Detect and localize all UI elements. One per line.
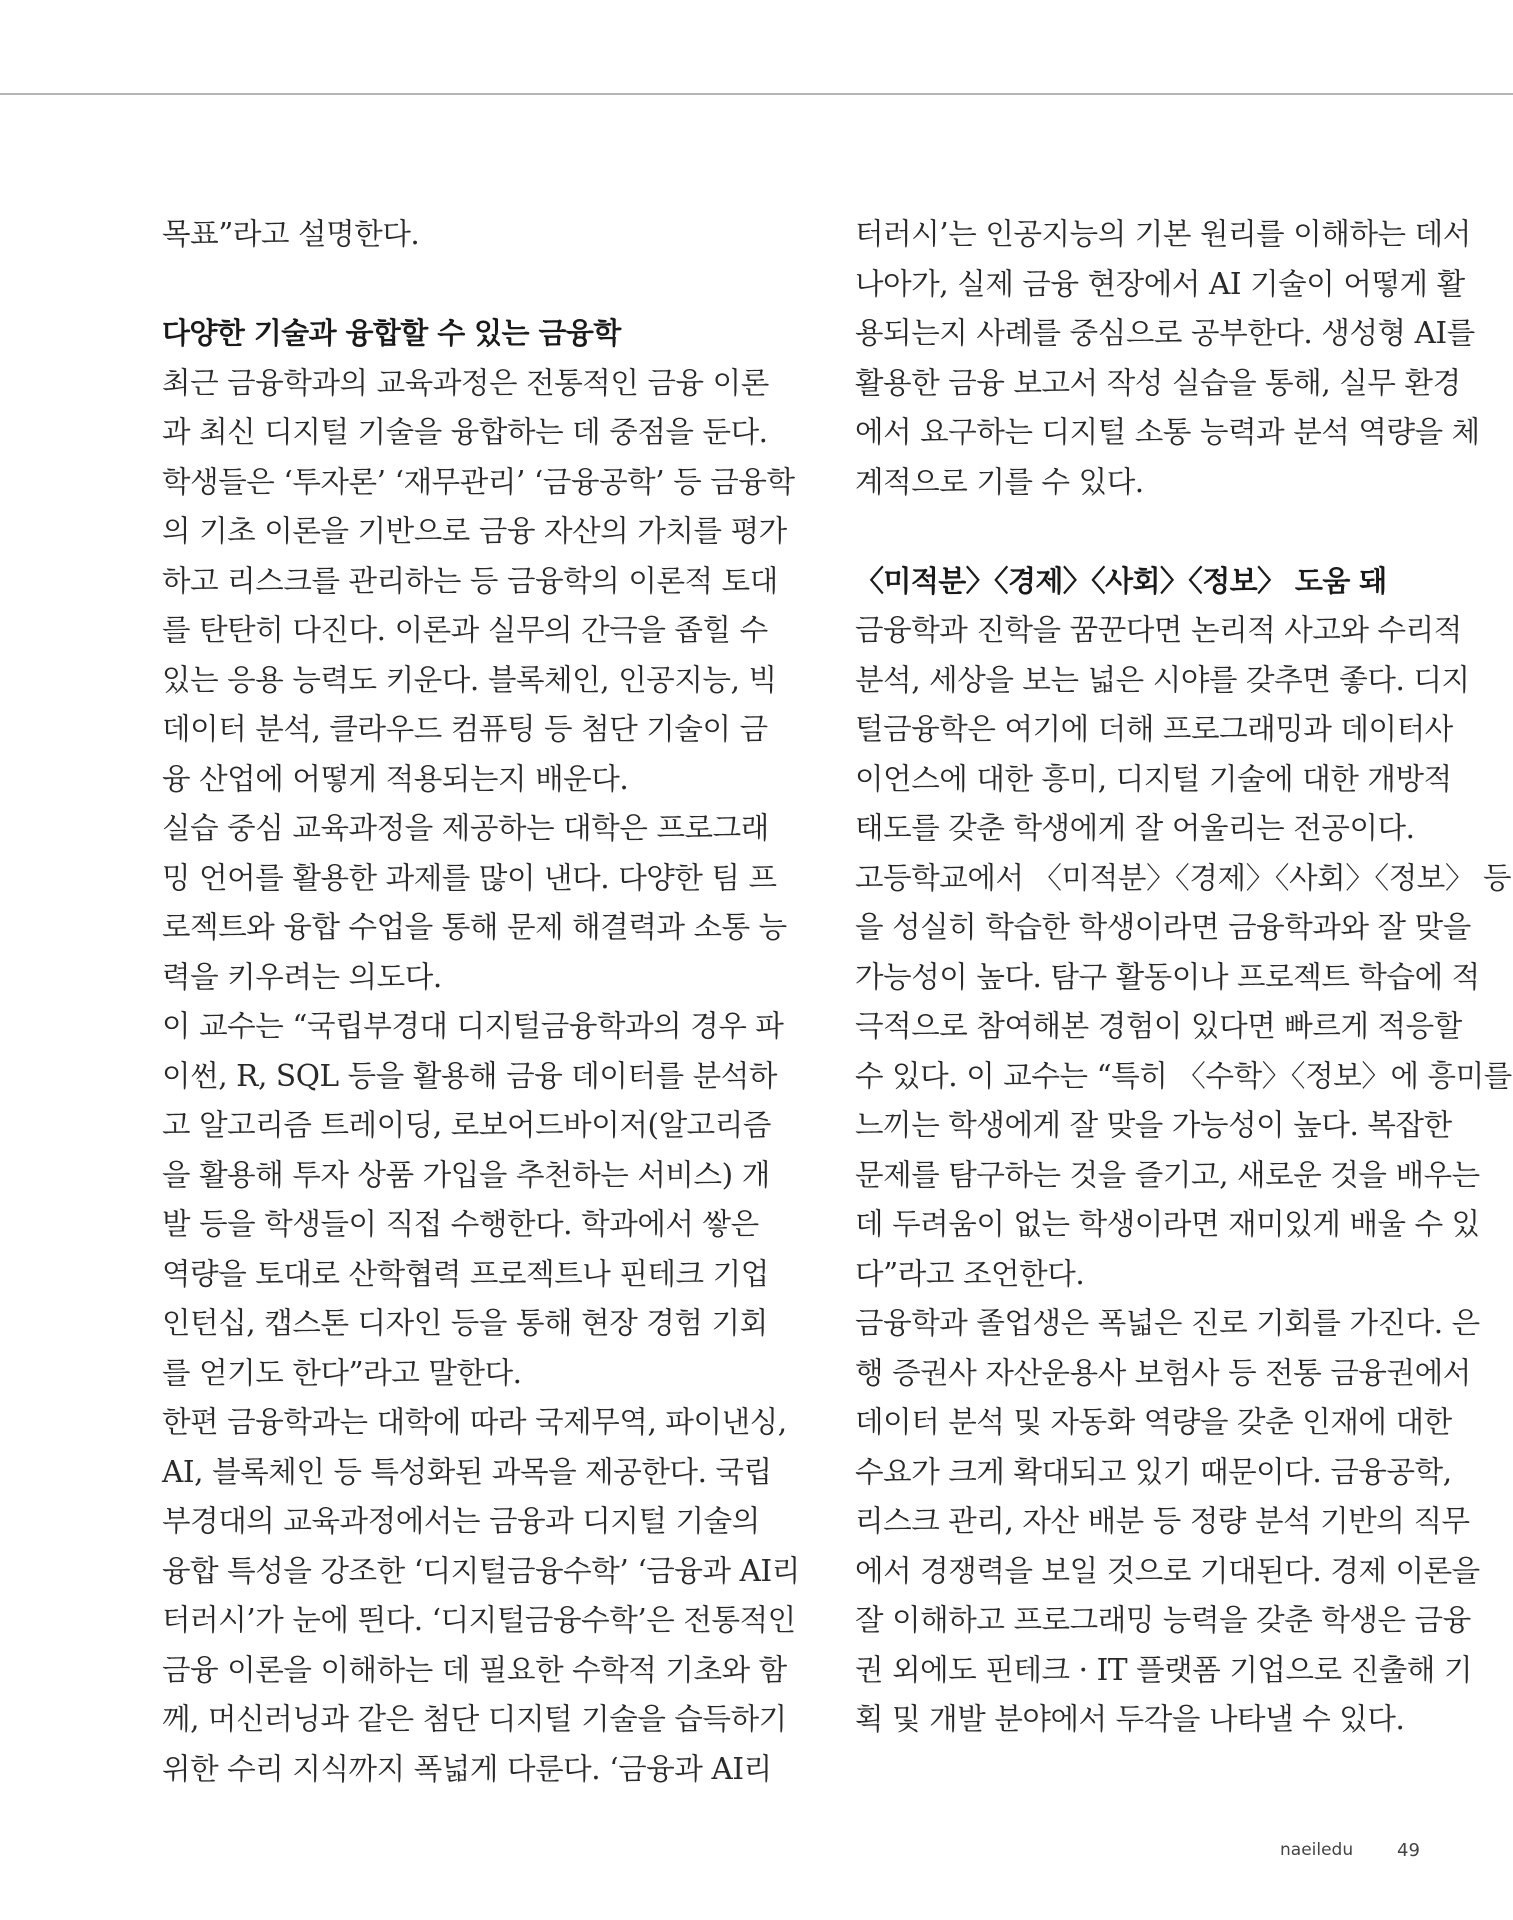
paragraph-line: 있는 응용 능력도 키운다. 블록체인, 인공지능, 빅 <box>162 662 777 697</box>
paragraph-line: 를 탄탄히 다진다. 이론과 실무의 간극을 좁힐 수 <box>162 613 768 647</box>
paragraph-line: 를 얻기도 한다”라고 말한다. <box>162 1355 522 1390</box>
paragraph-line: 력을 키우려는 의도다. <box>162 959 442 994</box>
paragraph-line: 다”라고 조언한다. <box>855 1256 1085 1291</box>
paragraph-line: 융 산업에 어떻게 적용되는지 배운다. <box>162 761 629 796</box>
paragraph-line: 역량을 토대로 산학협력 프로젝트나 핀테크 기업 <box>162 1256 769 1291</box>
paragraph-line: AI, 블록체인 등 특성화된 과목을 제공한다. 국립 <box>162 1454 772 1489</box>
paragraph-line: 잘 이해하고 프로그래밍 능력을 갖춘 학생은 금융 <box>855 1603 1471 1637</box>
paragraph-line: 금융학과 졸업생은 폭넓은 진로 기회를 가진다. 은 <box>855 1306 1480 1340</box>
paragraph-line: 행 증권사 자산운용사 보험사 등 전통 금융권에서 <box>855 1355 1471 1390</box>
paragraph-line: 권 외에도 핀테크 · IT 플랫폼 기업으로 진출해 기 <box>855 1652 1473 1687</box>
paragraph-line: 이언스에 대한 흥미, 디지털 기술에 대한 개방적 <box>855 761 1452 796</box>
header-rule <box>0 93 1513 95</box>
right-column <box>855 210 1512 1745</box>
paragraph-line: 데이터 분석 및 자동화 역량을 갖춘 인재에 대한 <box>855 1405 1452 1439</box>
paragraph-line: 태도를 갖춘 학생에게 잘 어울리는 전공이다. <box>855 811 1415 845</box>
paragraph-line: 에서 요구하는 디지털 소통 능력과 분석 역량을 체 <box>855 415 1480 449</box>
paragraph-line: 용되는지 사례를 중심으로 공부한다. 생성형 AI를 <box>855 316 1475 350</box>
paragraph-line: 수 있다. 이 교수는 “특히 〈수학〉〈정보〉에 흥미를 <box>855 1058 1512 1093</box>
paragraph-line: 께, 머신러닝과 같은 첨단 디지털 기술을 습득하기 <box>162 1702 787 1736</box>
paragraph-line: 하고 리스크를 관리하는 등 금융학의 이론적 토대 <box>162 563 778 598</box>
paragraph-line: 부경대의 교육과정에서는 금융과 디지털 기술의 <box>162 1504 760 1538</box>
paragraph-line: 털금융학은 여기에 더해 프로그래밍과 데이터사 <box>855 712 1453 746</box>
paragraph-line: 고 알고리즘 트레이딩, 로보어드바이저(알고리즘 <box>162 1108 771 1142</box>
page-number: 49 <box>1397 1840 1420 1861</box>
paragraph-line: 분석, 세상을 보는 넓은 시야를 갖추면 좋다. 디지 <box>855 662 1470 697</box>
paragraph-line: 금융학과 진학을 꿈꾼다면 논리적 사고와 수리적 <box>855 613 1462 647</box>
continuation-body <box>855 210 1480 507</box>
section-gap <box>855 507 1423 557</box>
paragraph-line: 금융 이론을 이해하는 데 필요한 수학적 기초와 함 <box>162 1652 787 1687</box>
paragraph-line: 데이터 분석, 클라우드 컴퓨팅 등 첨단 기술이 금 <box>162 712 768 746</box>
paragraph-line: 극적으로 참여해본 경험이 있다면 빠르게 적응할 <box>855 1009 1462 1043</box>
paragraph-line: 데 두려움이 없는 학생이라면 재미있게 배울 수 있 <box>855 1207 1480 1241</box>
paragraph-line: 고등학교에서 〈미적분〉〈경제〉〈사회〉〈정보〉 등 <box>855 860 1512 895</box>
left-column <box>162 210 800 1794</box>
paragraph-line: 느끼는 학생에게 잘 맞을 가능성이 높다. 복잡한 <box>855 1108 1452 1142</box>
paragraph-line: 에서 경쟁력을 보일 것으로 기대된다. 경제 이론을 <box>855 1553 1480 1588</box>
section-heading: 〈미적분〉〈경제〉〈사회〉〈정보〉 도움 돼 <box>855 563 1387 598</box>
paragraph-line: 활용한 금융 보고서 작성 실습을 통해, 실무 환경 <box>855 365 1461 400</box>
paragraph-line: 가능성이 높다. 탐구 활동이나 프로젝트 학습에 적 <box>855 959 1480 994</box>
paragraph-line: 융합 특성을 강조한 ‘디지털금융수학’ ‘금융과 AI리 <box>162 1553 800 1588</box>
paragraph-line: 학생들은 ‘투자론’ ‘재무관리’ ‘금융공학’ 등 금융학 <box>162 464 795 499</box>
paragraph-line: 을 활용해 투자 상품 가입을 추천하는 서비스) 개 <box>162 1157 770 1192</box>
paragraph-line: 터러시’가 눈에 띈다. ‘디지털금융수학’은 전통적인 <box>162 1603 796 1637</box>
section-heading: 다양한 기술과 융합할 수 있는 금융학 <box>162 316 621 350</box>
section-body <box>855 606 1512 1745</box>
paragraph-line: 을 성실히 학습한 학생이라면 금융학과와 잘 맞을 <box>855 910 1471 944</box>
section-gap <box>162 260 722 310</box>
paragraph-line: 수요가 크게 확대되고 있기 때문이다. 금융공학, <box>855 1454 1452 1489</box>
paragraph-line: 과 최신 디지털 기술을 융합하는 데 중점을 둔다. <box>162 415 768 449</box>
paragraph-line: 문제를 탐구하는 것을 즐기고, 새로운 것을 배우는 <box>855 1157 1480 1192</box>
paragraph-line: 이 교수는 “국립부경대 디지털금융학과의 경우 파 <box>162 1009 784 1043</box>
footer-brand: naeiledu <box>1280 1840 1354 1860</box>
paragraph-line: 한편 금융학과는 대학에 따라 국제무역, 파이낸싱, <box>162 1405 787 1439</box>
paragraph-line: 획 및 개발 분야에서 두각을 나타낼 수 있다. <box>855 1702 1405 1736</box>
paragraph-line: 계적으로 기를 수 있다. <box>855 464 1144 499</box>
paragraph-line: 위한 수리 지식까지 폭넓게 다룬다. ‘금융과 AI리 <box>162 1751 772 1786</box>
paragraph-line: 발 등을 학생들이 직접 수행한다. 학과에서 쌓은 <box>162 1207 759 1241</box>
paragraph-line: 실습 중심 교육과정을 제공하는 대학은 프로그래 <box>162 811 769 845</box>
paragraph-line: 목표”라고 설명한다. <box>162 217 420 251</box>
paragraph-line: 나아가, 실제 금융 현장에서 AI 기술이 어떻게 활 <box>855 266 1465 301</box>
paragraph-line: 이썬, R, SQL 등을 활용해 금융 데이터를 분석하 <box>162 1058 777 1093</box>
paragraph-line: 터러시’는 인공지능의 기본 원리를 이해하는 데서 <box>855 217 1471 251</box>
paragraph-line: 밍 언어를 활용한 과제를 많이 낸다. 다양한 팀 프 <box>162 860 777 895</box>
paragraph-line: 로젝트와 융합 수업을 통해 문제 해결력과 소통 능 <box>162 910 787 944</box>
paragraph-line: 의 기초 이론을 기반으로 금융 자산의 가치를 평가 <box>162 514 787 548</box>
paragraph-line: 인턴십, 캡스톤 디자인 등을 통해 현장 경험 기회 <box>162 1306 768 1340</box>
section-body <box>162 359 800 1795</box>
paragraph-line: 리스크 관리, 자산 배분 등 정량 분석 기반의 직무 <box>855 1504 1470 1538</box>
paragraph-line: 최근 금융학과의 교육과정은 전통적인 금융 이론 <box>162 365 769 400</box>
